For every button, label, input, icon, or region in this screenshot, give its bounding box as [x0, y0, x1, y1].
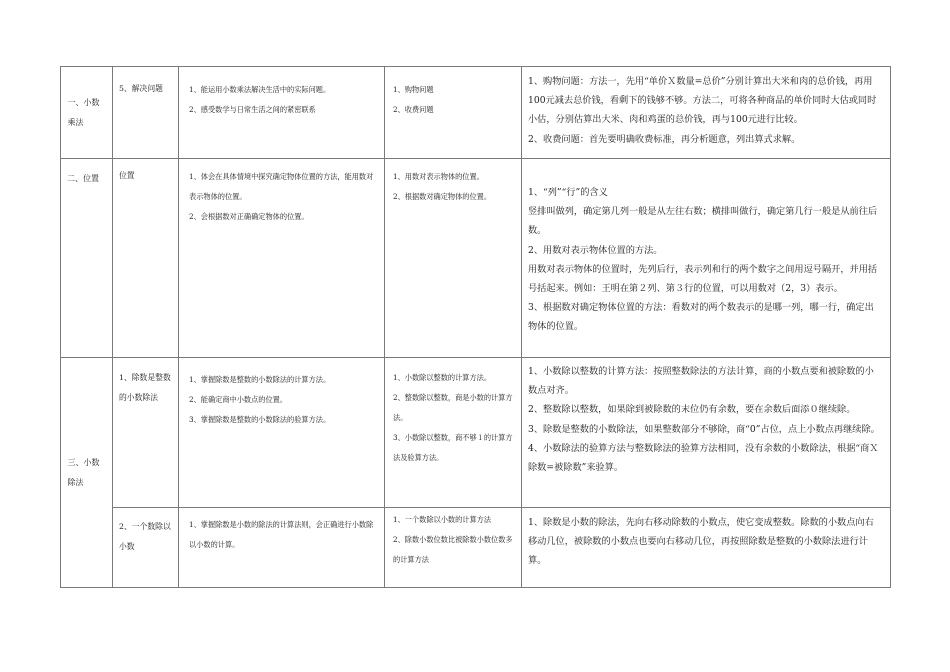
- points-cell: 1、小数除以整数的计算方法。 2、整数除以整数，商是小数的计算方法。 3、小数除以整数，商不够１的计算方法及验算方法。: [385, 358, 522, 508]
- notes-cell: 1、购物问题：方法一，先用“单价Ｘ数量=总价”分别计算出大米和肉的总价钱，再用100元减去总价钱，看剩下的钱够不够。方法二，可将各种商品的单价同时大估或同时小估，分别估算出大米、肉和鸡蛋的总价钱，再与100元进行比较。 2、收费问题：首先要明确收费标准，再分析题意，列出算式求解。: [522, 67, 891, 159]
- points-cell: 1、一个数除以小数的计算方法 2、除数小数位数比被除数小数位数多的计算方法: [385, 508, 522, 588]
- unit-cell: 二、位置: [61, 159, 113, 358]
- notes-cell: 1、除数是小数的除法，先向右移动除数的小数点，使它变成整数。除数的小数点向右移动几位，被除数的小数点也要向右移动几位，再按照除数是整数的小数除法进行计算。: [522, 508, 891, 588]
- points-cell: 1、购物问题 2、收费问题: [385, 67, 522, 159]
- topic-cell: 5、解决问题: [113, 67, 179, 159]
- goals-cell: 1、掌握除数是整数的小数除法的计算方法。 2、能确定商中小数点的位置。 3、掌握除数是整数的小数除法的验算方法。: [179, 358, 385, 508]
- lesson-plan-table: [60, 66, 891, 588]
- unit-cell: 一、小数乘法: [61, 67, 113, 159]
- table-row: [61, 508, 891, 588]
- table-row: [61, 159, 891, 358]
- notes-cell: 1、小数除以整数的计算方法：按照整数除法的方法计算，商的小数点要和被除数的小数点对齐。 2、整数除以整数，如果除到被除数的末位仍有余数，要在余数后面添０继续除。 3、除数是整数的小数除法，如果整数部分不够除，商“0”占位，点上小数点再继续除。 4、小数除法的验算方法与整数除法的验算方法相同，没有余数的小数除法，根据“商Ｘ除数=被除数”来验算。: [522, 358, 891, 508]
- table-row: [61, 358, 891, 508]
- topic-cell: 1、除数是整数的小数除法: [113, 358, 179, 508]
- topic-cell: 2、一个数除以小数: [113, 508, 179, 588]
- goals-cell: 1、体会在具体情境中探究确定物体位置的方法，能用数对表示物体的位置。 2、会根据数对正确确定物体的位置。: [179, 159, 385, 358]
- goals-cell: 1、掌握除数是小数的除法的计算法则，会正确进行小数除以小数的计算。: [179, 508, 385, 588]
- unit-cell: 三、小数除法: [61, 358, 113, 588]
- notes-cell: 1、“列”“行”的含义 竖排叫做列，确定第几列一般是从左往右数；横排叫做行，确定第几行一般是从前往后数。 2、用数对表示物体位置的方法。 用数对表示物体的位置时，先列后行，表示列和行的两个数字之间用逗号隔开，并用括号括起来。例如：王明在第２列、第３行的位置，可以用数对（2，3）表示。 3、根据数对确定物体位置的方法：看数对的两个数表示的是哪一列，哪一行，确定出物体的位置。: [522, 159, 891, 358]
- table-row: [61, 67, 891, 159]
- points-cell: 1、用数对表示物体的位置。 2、根据数对确定物体的位置。: [385, 159, 522, 358]
- topic-cell: 位置: [113, 159, 179, 358]
- goals-cell: 1、能运用小数乘法解决生活中的实际问题。 2、感受数学与日常生活之间的紧密联系: [179, 67, 385, 159]
